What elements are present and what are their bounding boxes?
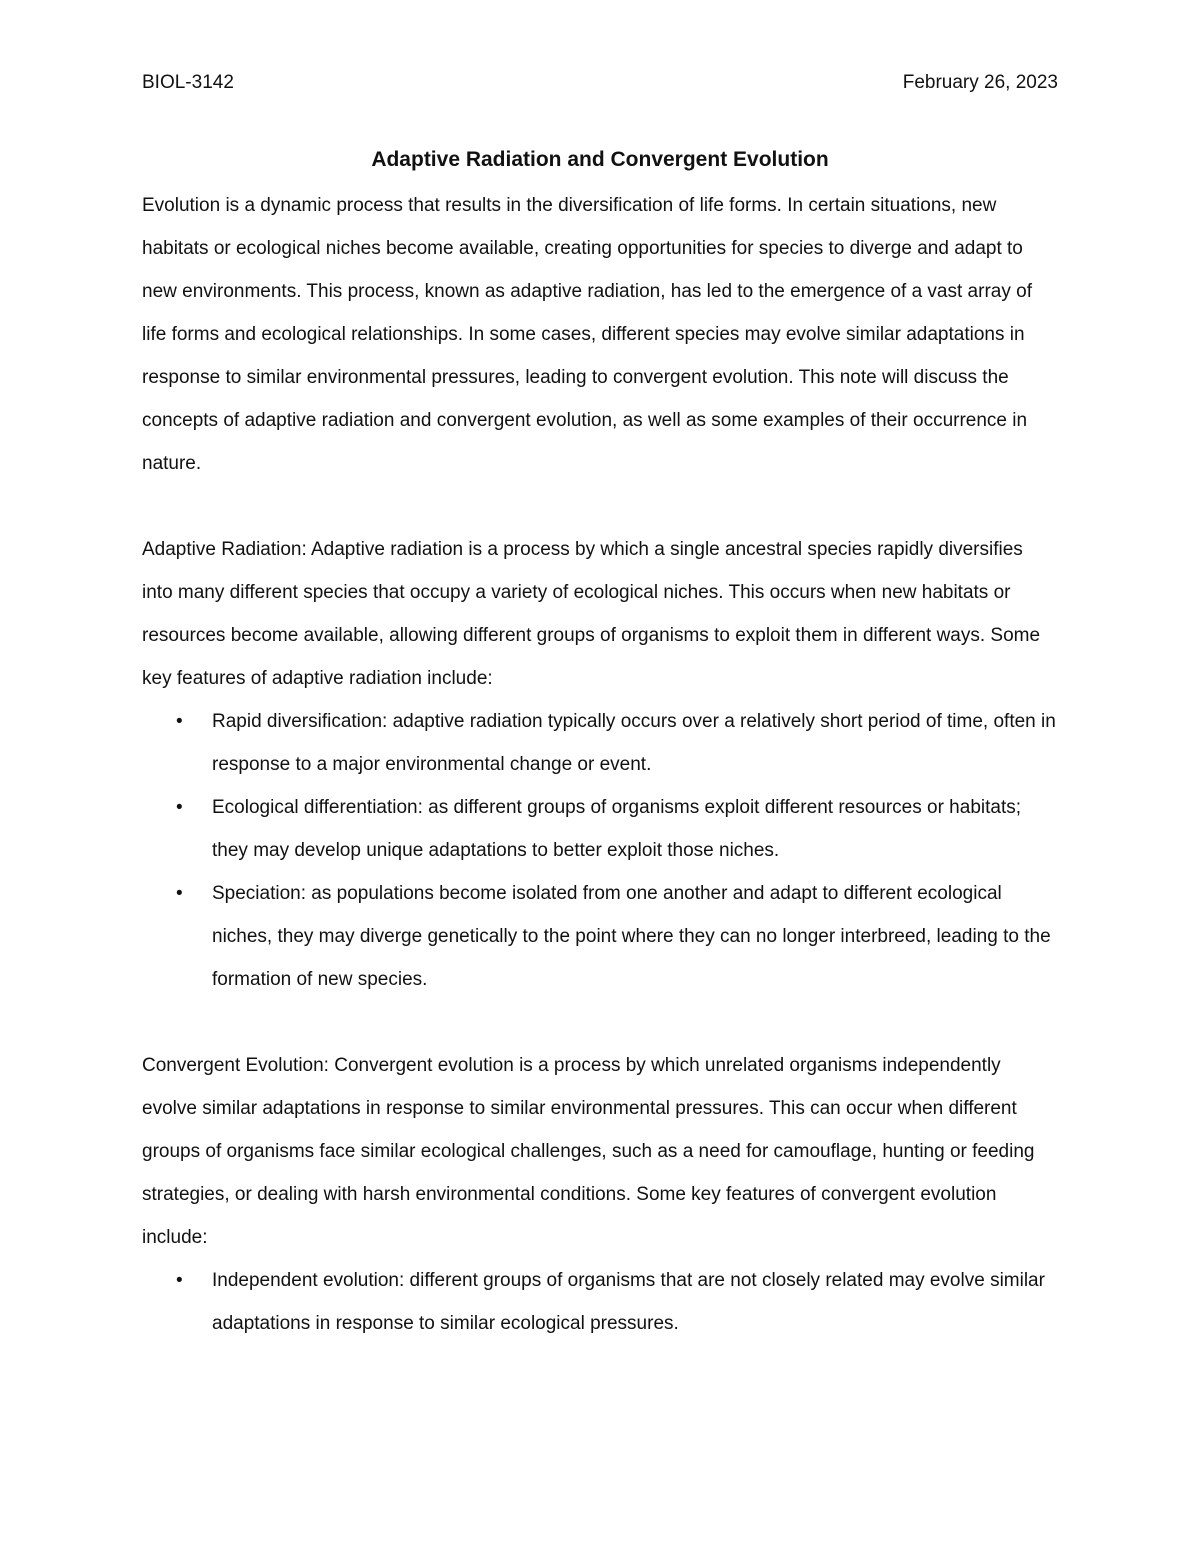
intro-paragraph: Evolution is a dynamic process that results in the diversification of life forms. In certain situations, new habitats or ecological niches become available, creating opportunities for species to diverge and adapt to new environments. This process, known as adaptive radiation, has led to the emergence of a vast array of life forms and ecological relationships. In some cases, different species may evolve similar adaptations in response to similar environmental pressures, leading to convergent evolution. This note will discuss the concepts of adaptive radiation and convergent evolution, as well as some examples of their occurrence in nature. — [142, 195, 1032, 474]
bullet-icon: • — [176, 1270, 183, 1291]
adaptive-radiation-paragraph: Adaptive Radiation: Adaptive radiation is a process by which a single ancestral species rapidly diversifies into many different species that occupy a variety of ecological niches. This occurs when new habitats or resources become available, allowing different groups of organisms to exploit them in different ways. Some key features of adaptive radiation include: — [142, 539, 1041, 689]
paragraph-spacer — [142, 1001, 1058, 1044]
bullet-icon: • — [176, 797, 183, 818]
convergent-evolution-paragraph: Convergent Evolution: Convergent evolution is a process by which unrelated organisms independently evolve similar adaptations in response to similar environmental pressures. This can occur when different groups of organisms face similar ecological challenges, such as a need for camouflage, hunting or feeding strategies, or dealing with harsh environmental conditions. Some key features of convergent evolution include: — [142, 1055, 1035, 1248]
document-date: February 26, 2023 — [902, 72, 1058, 93]
list-item-text: Speciation: as populations become isolated from one another and adapt to different ecological niches, they may diverge genetically to the point where they can no longer interbreed, leading to the formation of new species. — [212, 883, 1051, 990]
bullet-icon: • — [176, 883, 183, 904]
course-code: BIOL-3142 — [142, 72, 234, 93]
adaptive-radiation-list — [142, 700, 1058, 1001]
list-item — [176, 1259, 1058, 1345]
bullet-icon: • — [176, 711, 183, 732]
document-body — [142, 142, 1058, 1345]
list-item-text: Independent evolution: different groups of organisms that are not closely related may evolve similar adaptations in response to similar ecological pressures. — [212, 1270, 1045, 1334]
list-item-text: Ecological differentiation: as different groups of organisms exploit different resources or habitats; they may develop unique adaptations to better exploit those niches. — [212, 797, 1022, 861]
paragraph-spacer — [142, 485, 1058, 528]
list-item — [176, 872, 1058, 1001]
convergent-evolution-list — [142, 1259, 1058, 1345]
list-item-text: Rapid diversification: adaptive radiation typically occurs over a relatively short period of time, often in response to a major environmental change or event. — [212, 711, 1056, 775]
list-item — [176, 700, 1058, 786]
document-title: Adaptive Radiation and Convergent Evolution — [371, 148, 829, 171]
list-item — [176, 786, 1058, 872]
page-header — [142, 72, 1058, 102]
